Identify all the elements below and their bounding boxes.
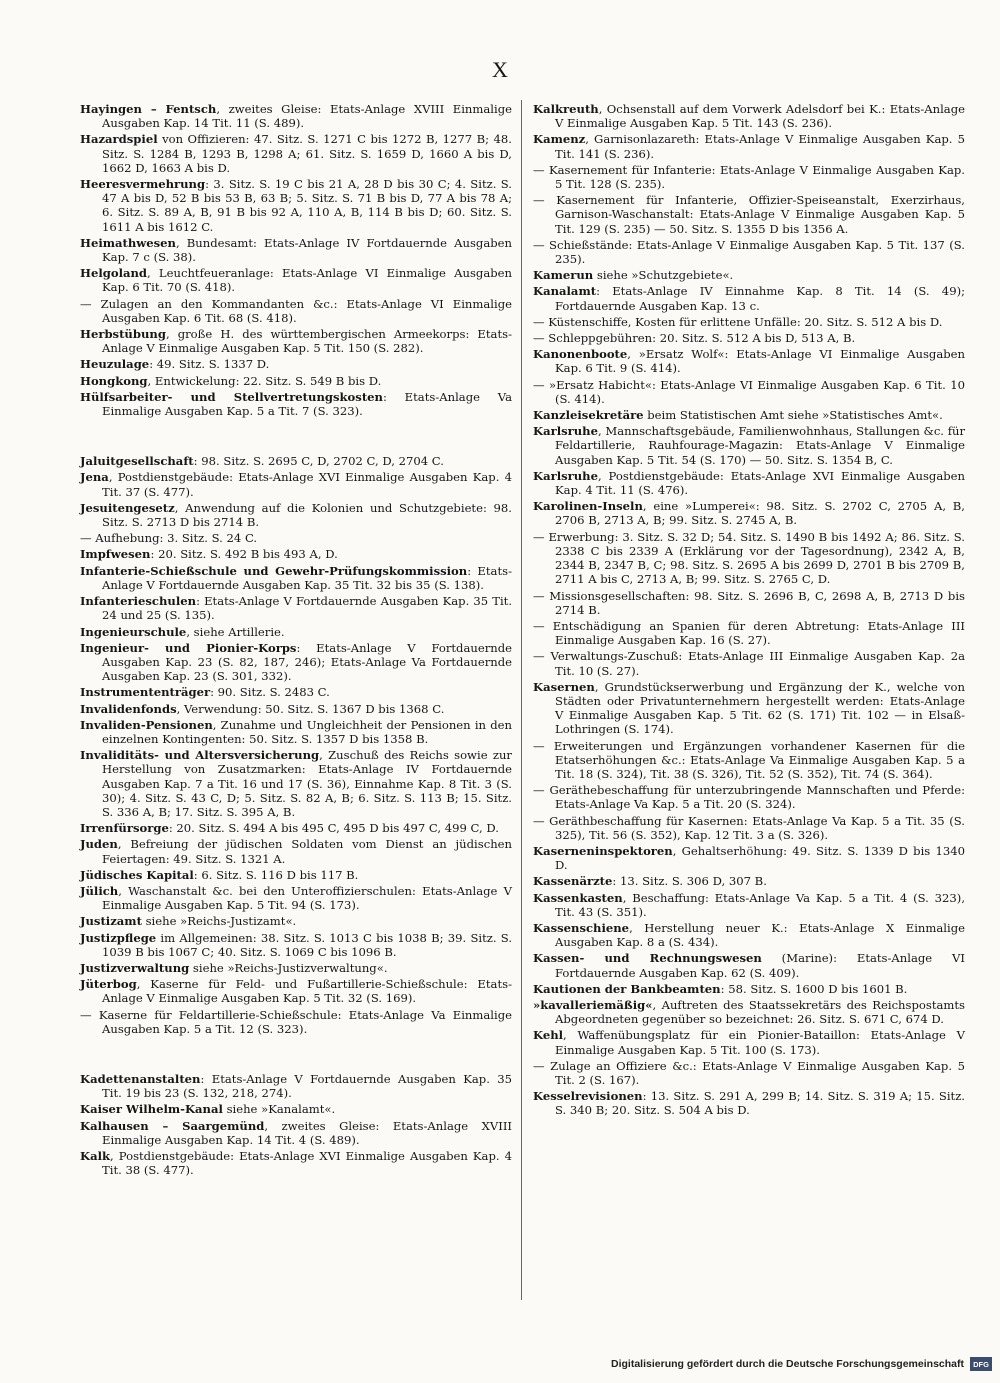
index-entry (80, 931, 512, 959)
index-reference: , zweites Gleise: Etats-Anlage XVIII Einmalige Ausgaben Kap. 14 Tit. 11 (S. 489). (102, 102, 512, 131)
index-entry (533, 814, 965, 842)
index-entry (80, 914, 512, 928)
index-entry (533, 680, 965, 737)
index-term: Hazardspiel (80, 132, 158, 147)
index-entry (80, 327, 512, 355)
index-entry (80, 177, 512, 234)
index-reference: , Waffenübungsplatz für ein Pionier-Bataillon: Etats-Anlage V Einmalige Ausgaben Kap. 5 Tit. 100 (S. 173). (555, 1028, 965, 1057)
index-entry (80, 837, 512, 865)
index-entry (80, 868, 512, 882)
index-entry (533, 951, 965, 979)
index-reference: : 13. Sitz. S. 291 A, 299 B; 14. Sitz. S. 319 A; 15. Sitz. S. 340 B; 20. Sitz. S. 504 A bis D. (555, 1089, 965, 1118)
index-reference: , zweites Gleise: Etats-Anlage XVIII Einmalige Ausgaben Kap. 14 Tit. 4 (S. 489). (102, 1118, 512, 1147)
index-entry (80, 102, 512, 130)
index-term: Jüdisches Kapital (80, 867, 194, 882)
index-reference: — Zulagen an den Kommandanten &c.: Etats-Anlage VI Einmalige Ausgaben Kap. 6 Tit. 68 (S. 418). (80, 296, 512, 325)
index-reference: — Küstenschiffe, Kosten für erlittene Unfälle: 20. Sitz. S. 512 A bis D. (533, 314, 943, 329)
index-entry (533, 1059, 965, 1087)
index-entry (80, 297, 512, 325)
index-reference: : 13. Sitz. S. 306 D, 307 B. (612, 874, 767, 889)
index-reference: , Postdienstgebäude: Etats-Anlage XVI Einmalige Ausgaben Kap. 4 Tit. 38 (S. 477). (102, 1149, 512, 1178)
index-reference: , eine »Lumperei«: 98. Sitz. S. 2702 C, 2705 A, B, 2706 B, 2713 A, B; 99. Sitz. S. 2745 A, B. (555, 499, 965, 528)
index-reference: , große H. des württembergischen Armeekorps: Etats-Anlage V Einmalige Ausgaben Kap. 5 Tit. 150 (S. 282). (102, 327, 512, 356)
index-reference: (Marine): Etats-Anlage VI Fortdauernde Ausgaben Kap. 62 (S. 409). (555, 951, 965, 980)
index-entry (80, 1149, 512, 1177)
index-term: Heuzulage (80, 357, 150, 372)
index-entry (533, 1028, 965, 1056)
index-entry (533, 844, 965, 872)
index-entry (80, 547, 512, 561)
index-entry (533, 238, 965, 266)
footer-credit (611, 1357, 992, 1371)
index-term: Karolinen-Inseln (533, 499, 643, 514)
index-entry (80, 1008, 512, 1036)
index-entry (80, 1119, 512, 1147)
index-reference: , Bundesamt: Etats-Anlage IV Fortdauernde Ausgaben Kap. 7 c (S. 38). (102, 235, 512, 265)
index-entry (80, 236, 512, 264)
index-entry (80, 625, 512, 639)
section-gap (80, 1038, 512, 1072)
index-term: Kasernen (533, 679, 595, 694)
footer-text: Digitalisierung gefördert durch die Deutsche Forschungsgemeinschaft (611, 1358, 964, 1370)
index-reference: — Kasernement für Infanterie, Offizier-Speiseanstalt, Exerzirhaus, Garnison-Waschanstalt: Etats-Anlage V Einmalige Ausgaben Kap. 5 Tit. 129 (S. 235) — 50. Sitz. S. 1355 D bis 1356 A. (533, 193, 965, 236)
index-reference: : 20. Sitz. S. 492 B bis 493 A, D. (150, 547, 338, 562)
index-entry (80, 132, 512, 175)
index-reference: , Zunahme und Ungleichheit der Pensionen in den einzelnen Kontingenten: 50. Sitz. S. 1357 D bis 1358 B. (102, 717, 512, 746)
index-reference: , Mannschaftsgebäude, Familienwohnhaus, Stallungen &c. für Feldartillerie, Rauhfourage-Magazin: Etats-Anlage V Einmalige Ausgaben Kap. 5 Tit. 54 (S. 170) — 50. Sitz. S. 1354 B, C. (555, 424, 965, 467)
index-entry (80, 501, 512, 529)
index-term: Invaliditäts- und Altersversicherung (80, 748, 320, 763)
index-entry (80, 748, 512, 819)
index-term: Justizamt (80, 914, 142, 929)
index-term: »kavalleriemäßig« (533, 997, 653, 1012)
index-entry (80, 1102, 512, 1116)
index-reference: — »Ersatz Habicht«: Etats-Anlage VI Einmalige Ausgaben Kap. 6 Tit. 10 (S. 414). (533, 377, 965, 406)
index-reference: , Grundstückserwerbung und Ergänzung der K., welche von Städten oder Privatunternehmern hergestellt werden: Etats-Anlage V Einmalige Ausgaben Kap. 5 Tit. 62 (S. 171) Tit. 102 — in Elsaß-Lothringen (S. 174). (555, 679, 965, 737)
index-term: Kanalamt (533, 284, 597, 299)
index-reference: — Schleppgebühren: 20. Sitz. S. 512 A bis D, 513 A, B. (533, 331, 856, 346)
index-reference: , Entwickelung: 22. Sitz. S. 549 B bis D. (147, 373, 382, 388)
index-term: Jülich (80, 883, 119, 898)
index-reference: , Postdienstgebäude: Etats-Anlage XVI Einmalige Ausgaben Kap. 4 Tit. 11 (S. 476). (555, 468, 965, 498)
index-term: Kautionen der Bankbeamten (533, 981, 721, 996)
index-entry (533, 315, 965, 329)
index-reference: : 6. Sitz. S. 116 D bis 117 B. (193, 867, 359, 882)
index-reference: : Etats-Anlage V Fortdauernde Ausgaben Kap. 35 Tit. 19 bis 23 (S. 132, 218, 274). (102, 1071, 512, 1101)
index-entry (80, 977, 512, 1005)
index-reference: : Etats-Anlage V Fortdauernde Ausgaben Kap. 23 (S. 82, 187, 246); Etats-Anlage Va Fortdauernde Ausgaben Kap. 23 (S. 301, 332). (102, 640, 512, 684)
index-reference: , Anwendung auf die Kolonien und Schutzgebiete: 98. Sitz. S. 2713 D bis 2714 B. (102, 500, 512, 530)
index-reference: — Geräthbeschaffung für Kasernen: Etats-Anlage Va Kap. 5 a Tit. 35 (S. 325), Tit. 56 (S. 352), Kap. 12 Tit. 3 a (S. 326). (533, 813, 965, 842)
index-term: Justizpflege (80, 930, 157, 945)
index-term: Kamenz (533, 132, 586, 147)
index-reference: siehe »Reichs-Justizamt«. (141, 914, 297, 929)
index-term: Ingenieur- und Pionier-Korps (80, 640, 297, 655)
index-reference: : Etats-Anlage Va Einmalige Ausgaben Kap. 5 a Tit. 7 (S. 323). (102, 389, 512, 419)
index-reference: — Schießstände: Etats-Anlage V Einmalige Ausgaben Kap. 5 Tit. 137 (S. 235). (533, 237, 965, 267)
index-reference: : 90. Sitz. S. 2483 C. (210, 685, 330, 700)
index-term: Kanonenboote (533, 347, 628, 362)
index-reference: — Kaserne für Feldartillerie-Schießschule: Etats-Anlage Va Einmalige Ausgaben Kap. 5 a Tit. 12 (S. 323). (80, 1007, 512, 1036)
index-reference: , Kaserne für Feld- und Fußartillerie-Schießschule: Etats-Anlage V Einmalige Ausgaben Kap. 5 Tit. 32 (S. 169). (102, 977, 512, 1006)
index-entry (80, 454, 512, 468)
index-reference: — Erweiterungen und Ergänzungen vorhandener Kasernen für die Etatserhöhungen &c.: Etats-Anlage Va Einmalige Ausgaben Kap. 5 a Tit. 18 (S. 324), Tit. 38 (S. 326), Tit. 52 (S. 352), Tit. 74 (S. 364). (533, 738, 965, 781)
index-term: Karlsruhe (533, 424, 598, 439)
index-term: Jesuitengesetz (80, 500, 175, 515)
index-reference: , Garnisonlazareth: Etats-Anlage V Einmalige Ausgaben Kap. 5 Tit. 141 (S. 236). (555, 132, 965, 161)
index-term: Hayingen – Fentsch (80, 102, 217, 116)
index-reference: — Zulage an Offiziere &c.: Etats-Anlage V Einmalige Ausgaben Kap. 5 Tit. 2 (S. 167). (533, 1058, 965, 1087)
index-entry (80, 718, 512, 746)
index-entry (80, 564, 512, 592)
index-entry (533, 891, 965, 919)
index-entry (80, 821, 512, 835)
index-reference: — Entschädigung an Spanien für deren Abtretung: Etats-Anlage III Einmalige Ausgaben Kap. 16 (S. 27). (533, 618, 965, 648)
index-reference: : 20. Sitz. S. 494 A bis 495 C, 495 D bis 497 C, 499 C, D. (168, 821, 499, 836)
index-reference: , Postdienstgebäude: Etats-Anlage XVI Einmalige Ausgaben Kap. 4 Tit. 37 (S. 477). (102, 470, 512, 499)
index-entry (80, 374, 512, 388)
index-term: Kassenärzte (533, 874, 613, 889)
index-term: Infanterie-Schießschule und Gewehr-Prüfungskommission (80, 563, 468, 578)
index-entry (80, 1072, 512, 1100)
index-term: Kalk (80, 1149, 111, 1163)
index-reference: — Missionsgesellschaften: 98. Sitz. S. 2696 B, C, 2698 A, B, 2713 D bis 2714 B. (533, 588, 965, 617)
index-entry (533, 998, 965, 1026)
index-entry (80, 266, 512, 294)
index-reference: , Beschaffung: Etats-Anlage Va Kap. 5 a Tit. 4 (S. 323), Tit. 43 (S. 351). (555, 890, 965, 919)
index-entry (80, 884, 512, 912)
index-term: Ingenieurschule (80, 624, 187, 639)
index-entry (533, 331, 965, 345)
right-index-column (533, 102, 965, 1120)
index-entry (80, 357, 512, 371)
index-term: Kamerun (533, 268, 594, 283)
index-reference: , Waschanstalt &c. bei den Unteroffizierschulen: Etats-Anlage V Einmalige Ausgaben Kap. 5 Tit. 94 (S. 173). (102, 883, 512, 913)
index-entry (533, 921, 965, 949)
index-reference: : 98. Sitz. S. 2695 C, D, 2702 C, D, 2704 C. (193, 454, 444, 469)
index-entry (533, 102, 965, 130)
index-entry (533, 1089, 965, 1117)
index-reference: beim Statistischen Amt siehe »Statistisches Amt«. (643, 408, 943, 423)
index-term: Kesselrevisionen (533, 1089, 643, 1104)
index-term: Heimathwesen (80, 235, 176, 250)
index-reference: von Offizieren: 47. Sitz. S. 1271 C bis 1272 B, 1277 B; 48. Sitz. S. 1284 B, 1293 B, 1298 A; 61. Sitz. S. 1659 D, 1660 A bis D, 1662 D, 1663 A bis D. (102, 132, 512, 175)
index-entry (533, 424, 965, 467)
index-reference: , Zuschuß des Reichs sowie zur Herstellung von Zusatzmarken: Etats-Anlage IV Fortdauernde Ausgaben Kap. 7 a Tit. 16 und 17 (S. 36), Einnahme Kap. 8 Tit. 3 (S. 30); 4. Sitz. S. 43 C, D; 5. Sitz. S. 82 A, B; 6. Sitz. S. 113 B; 15. Sitz. S. 336 A, B; 17. Sitz. S. 395 A, B. (102, 748, 512, 819)
index-reference: : Etats-Anlage V Fortdauernde Ausgaben Kap. 35 Tit. 32 bis 35 (S. 138). (102, 563, 512, 592)
index-term: Kalkreuth (533, 102, 599, 116)
dfg-logo: DFG (970, 1357, 992, 1371)
index-entry (80, 641, 512, 684)
index-term: Kassen- und Rechnungswesen (533, 951, 762, 966)
index-term: Kaiser Wilhelm-Kanal (80, 1102, 223, 1117)
index-entry (80, 390, 512, 418)
index-term: Jaluitgesellschaft (80, 454, 194, 469)
index-term: Infanterieschulen (80, 594, 197, 609)
index-reference: , Leuchtfeueranlage: Etats-Anlage VI Einmalige Ausgaben Kap. 6 Tit. 70 (S. 418). (102, 266, 512, 295)
index-reference: — Geräthebeschaffung für unterzubringende Mannschaften und Pferde: Etats-Anlage Va Kap. 5 a Tit. 20 (S. 324). (533, 783, 965, 812)
index-term: Kalhausen – Saargemünd (80, 1118, 265, 1133)
index-reference: siehe »Kanalamt«. (222, 1102, 336, 1117)
index-term: Jena (80, 470, 109, 485)
index-entry (533, 469, 965, 497)
index-term: Juden (80, 837, 118, 852)
index-reference: , Herstellung neuer K.: Etats-Anlage X Einmalige Ausgaben Kap. 8 a (S. 434). (555, 920, 965, 950)
index-term: Irrenfürsorge (80, 821, 169, 836)
index-entry (533, 589, 965, 617)
index-entry (533, 783, 965, 811)
index-entry (80, 531, 512, 545)
index-term: Invaliden-Pensionen (80, 717, 213, 732)
index-term: Kaserneninspektoren (533, 843, 673, 858)
index-entry (533, 874, 965, 888)
index-reference: im Allgemeinen: 38. Sitz. S. 1013 C bis 1038 B; 39. Sitz. S. 1039 B bis 1067 C; 40. Sitz. S. 1069 C bis 1096 B. (102, 930, 512, 959)
index-entry (533, 284, 965, 312)
index-entry (533, 619, 965, 647)
index-reference: : 49. Sitz. S. 1337 D. (149, 357, 270, 372)
index-entry (80, 961, 512, 975)
index-reference: — Kasernement für Infanterie: Etats-Anlage V Einmalige Ausgaben Kap. 5 Tit. 128 (S. 235). (533, 162, 965, 192)
index-entry (533, 268, 965, 282)
index-entry (533, 193, 965, 236)
index-entry (533, 378, 965, 406)
index-entry (533, 163, 965, 191)
index-entry (80, 702, 512, 716)
index-entry (533, 530, 965, 587)
index-reference: , siehe Artillerie. (186, 624, 285, 639)
index-entry (533, 982, 965, 996)
index-reference: , Auftreten des Staatssekretärs des Reichspostamts Abgeordneten gegenüber so bezeichnet: 26. Sitz. S. 671 C, 674 D. (555, 997, 965, 1027)
index-reference: : 58. Sitz. S. 1600 D bis 1601 B. (720, 981, 908, 996)
index-entry (80, 594, 512, 622)
index-reference: , Ochsenstall auf dem Vorwerk Adelsdorf bei K.: Etats-Anlage V Einmalige Ausgaben Kap. 5 Tit. 143 (S. 236). (555, 102, 965, 131)
index-term: Justizverwaltung (80, 960, 190, 975)
index-term: Karlsruhe (533, 468, 598, 483)
index-reference: : Etats-Anlage V Fortdauernde Ausgaben Kap. 35 Tit. 24 und 25 (S. 135). (102, 594, 512, 623)
index-term: Jüterbog (80, 977, 137, 992)
index-entry (533, 132, 965, 160)
index-entry (80, 470, 512, 498)
index-reference: — Verwaltungs-Zuschuß: Etats-Anlage III Einmalige Ausgaben Kap. 2a Tit. 10 (S. 27). (533, 649, 965, 678)
index-term: Hongkong (80, 373, 148, 388)
index-term: Hülfsarbeiter- und Stellvertretungskosten (80, 389, 383, 404)
index-term: Helgoland (80, 266, 148, 281)
index-reference: : Etats-Anlage IV Einnahme Kap. 8 Tit. 14 (S. 49); Fortdauernde Ausgaben Kap. 13 c. (555, 284, 965, 313)
index-entry (533, 649, 965, 677)
index-term: Instrumententräger (80, 685, 211, 700)
index-reference: , »Ersatz Wolf«: Etats-Anlage VI Einmalige Ausgaben Kap. 6 Tit. 9 (S. 414). (555, 347, 965, 376)
index-term: Kassenschiene (533, 920, 630, 935)
page-number: X (492, 57, 508, 82)
index-term: Kanzleisekretäre (533, 408, 644, 423)
index-entry (533, 739, 965, 782)
index-term: Invalidenfonds (80, 701, 177, 716)
index-reference: siehe »Schutzgebiete«. (593, 268, 734, 283)
index-term: Heeresvermehrung (80, 177, 206, 192)
index-entry (533, 347, 965, 375)
index-entry (80, 685, 512, 699)
left-index-column (80, 102, 512, 1179)
index-term: Herbstübung (80, 327, 166, 342)
index-term: Kassenkasten (533, 890, 623, 905)
index-term: Kadettenanstalten (80, 1071, 201, 1086)
index-reference: — Erwerbung: 3. Sitz. S. 32 D; 54. Sitz. S. 1490 B bis 1492 A; 86. Sitz. S. 2338 C bis 2339 A (Erklärung vor der Tagesordnung), 2342 A, B, 2344 B, 2347 B, C; 98. Sitz. S. 2695 A bis 2699 D, 2701 B bis 2709 B, 2711 A bis C, 2713 A, B; 99. Sitz. S. 2765 C, D. (533, 529, 965, 587)
index-reference: , Befreiung der jüdischen Soldaten vom Dienst an jüdischen Feiertagen: 49. Sitz. S. 1321 A. (102, 837, 512, 866)
index-reference: , Verwendung: 50. Sitz. S. 1367 D bis 1368 C. (176, 701, 445, 716)
section-gap (80, 420, 512, 454)
index-entry (533, 408, 965, 422)
index-reference: , Gehaltserhöhung: 49. Sitz. S. 1339 D bis 1340 D. (555, 843, 965, 873)
index-entry (533, 499, 965, 527)
index-term: Kehl (533, 1028, 564, 1043)
index-reference: siehe »Reichs-Justizverwaltung«. (189, 960, 388, 975)
index-reference: — Aufhebung: 3. Sitz. S. 24 C. (80, 531, 258, 546)
column-divider (521, 100, 522, 1300)
index-reference: : 3. Sitz. S. 19 C bis 21 A, 28 D bis 30 C; 4. Sitz. S. 47 A bis D, 52 B bis 53 B, 63 B; 5. Sitz. S. 71 B bis D, 77 A bis 78 A; 6. Sitz. S. 89 A, B, 91 B bis 92 A, 110 A, B, 114 B bis D; 60. Sitz. S. 1611 A bis 1612 C. (102, 177, 512, 234)
index-term: Impfwesen (80, 547, 151, 562)
